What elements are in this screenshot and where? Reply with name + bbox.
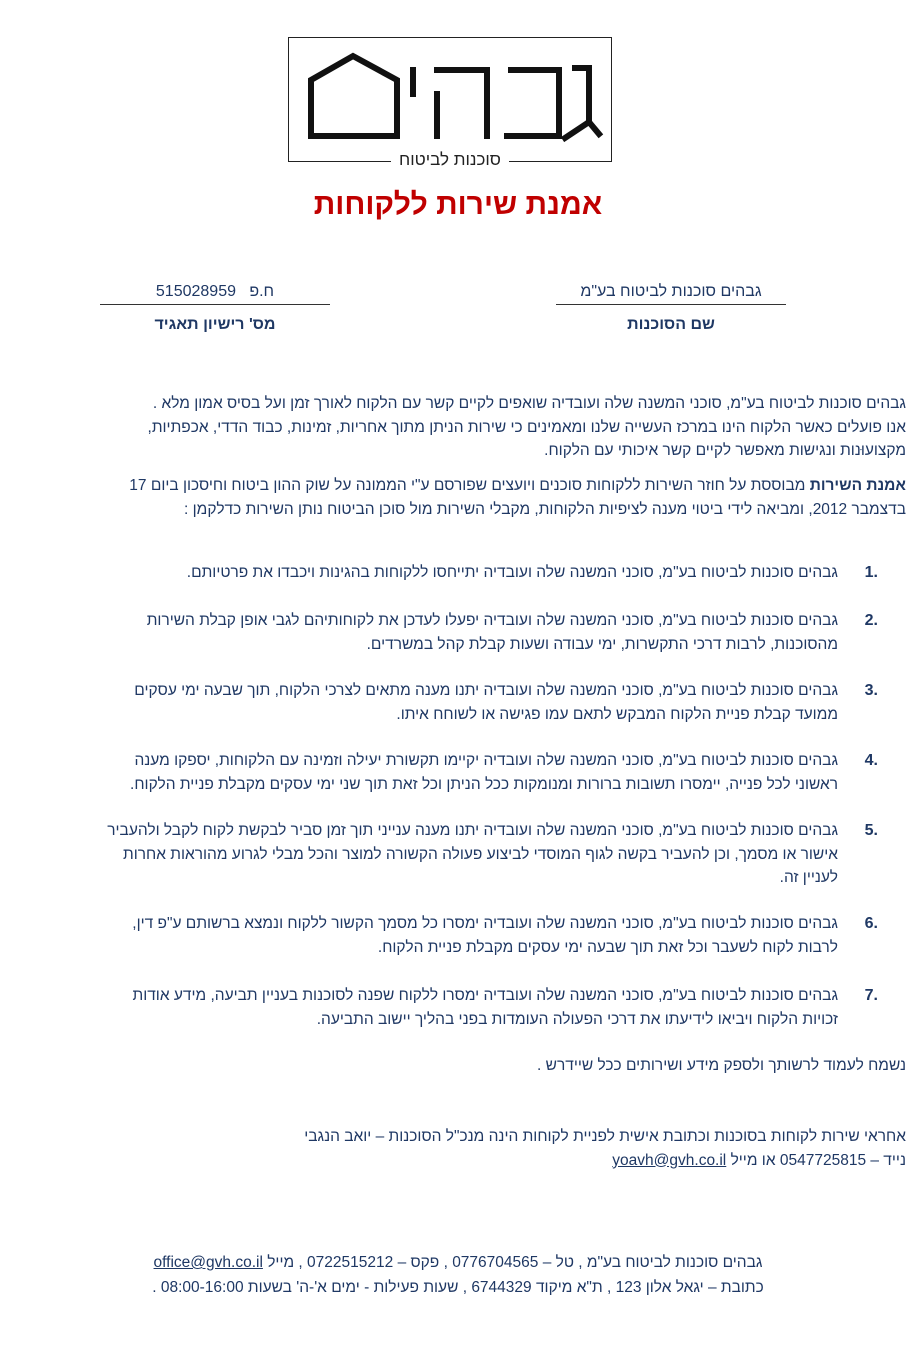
intro-line-3: מקצועוּנות ונגישות מאפשר לקיים קשר איכותי עם הלקוח. (544, 442, 906, 459)
company-id-prefix: ח.פ (249, 283, 275, 300)
charter-line-1-rest: מבוססת על חוזר השירות ללקוחות סוכנים ויועצים שפורסם ע"י הממונה על שוק ההון ביטוח וחיסכון ביום 17 (129, 477, 810, 494)
list-item-number: 6. (864, 915, 878, 932)
footer-email-link[interactable]: office@gvh.co.il (153, 1254, 263, 1271)
company-id-underline (100, 304, 330, 305)
list-item-number: 4. (864, 752, 878, 769)
list-item-line: לרבות לקוח לשעבר וכל זאת תוך שבעה ימי עסקים מקבלת פניית הלקוח. (377, 938, 838, 956)
list-item-text (8, 679, 838, 726)
list-item-line: לעניין זה. (779, 869, 838, 886)
agency-name-value: גבהים סוכנות לביטוח בע"מ (580, 283, 762, 300)
company-id-field (100, 283, 330, 301)
list-item-text (8, 561, 838, 585)
footer-line-1 (0, 1250, 916, 1275)
agency-name-underline (556, 304, 786, 305)
list-item-number: 3. (864, 682, 878, 699)
document-title: אמנת שירות ללקוחות (313, 188, 603, 221)
list-item-text (8, 749, 838, 796)
list-item-line: גבהים סוכנות לביטוח בע"מ, סוכני המשנה שלה ועובדיה ימסרו כל מסמך הקשור ללקוח ונמצא ברשותם ע"פ דין, (132, 915, 838, 932)
charter-bold-lead: אמנת השירות (809, 477, 906, 494)
list-item-line: גבהים סוכנות לביטוח בע"מ, סוכני המשנה שלה ועובדיה יתנו מענה ענייני תוך זמן סביר לבקשת לקוח לקבל ולהעביר (107, 822, 838, 839)
list-item-text (8, 912, 838, 959)
contact-line-2 (16, 1149, 906, 1173)
list-item-number: 7. (864, 987, 878, 1004)
list-item-line: גבהים סוכנות לביטוח בע"מ, סוכני המשנה שלה ועובדיה יתנו מענה מתאים לצרכי הלקוח, תוך שבעה ימי עסקים (134, 682, 838, 699)
list-item-line: מהסוכנות, לרבות דרכי התקשרות, ימי עבודה ושעות קבלת קהל במשרדים. (366, 635, 838, 653)
closing-line: נשמח לעמוד לרשותך ולספק מידע ושירותים ככל שיידרש . (537, 1057, 906, 1074)
list-item-line: ראשוני לכל פנייה, יימסרו תשובות ברורות ומנומקות ככל הניתן וכל זאת תוך שני ימי עסקים מקבלת פניית הלקוח. (130, 775, 838, 793)
intro-line-2: אנו פועלים כאשר הלקוח הינו במרכז העשייה שלנו ומאמינים כי שירות הניתן מתוך אחריות, זמינות, כבוד הדדי, אכפתיות, (147, 418, 906, 436)
list-item-line: גבהים סוכנות לביטוח בע"מ, סוכני המשנה שלה ועובדיה יפעלו לעדכן את לקוחותיהם לגבי אופן קבלת השירות (146, 612, 838, 629)
agency-name-label: שם הסוכנות (627, 316, 715, 333)
list-item-number: 1. (864, 564, 878, 581)
list-item-text (8, 984, 838, 1031)
charter-line-2: בדצמבר 2012, ומביאה לידי ביטוי מענה לציפיות הלקוחות, מקבלי השירות מול סוכן הביטוח נותן השירות כדלקמן : (184, 500, 906, 518)
intro-paragraph (16, 392, 906, 463)
intro-line-1: גבהים סוכנות לביטוח בע"מ, סוכני המשנה שלה ועובדיה שואפים לקיים קשר עם הלקוח לאורך זמן ועל בסיס אמון מלא . (152, 395, 906, 412)
contact-line-1: אחראי שירות לקוחות בסוכנות וכתובת אישית לפניית לקוחות הינה מנכ"ל הסוכנות – יואב הנגבי (304, 1128, 906, 1145)
footer (0, 1250, 916, 1300)
list-item-line: גבהים סוכנות לביטוח בע"מ, סוכני המשנה שלה ועובדיה יתייחסו ללקוחות בהגינות ויכבדו את פרטיותם. (186, 564, 838, 581)
charter-line-1 (16, 474, 906, 498)
list-item-line: גבהים סוכנות לביטוח בע"מ, סוכני המשנה שלה ועובדיה ימסרו ללקוח שפנה לסוכנות בעניין תביעה, מידע אודות (132, 987, 838, 1004)
list-item-line: אישור או מסמך, וכן להעביר בקשה לגוף המוסדי לביצוע פעולה הקשורה למוצר והכל מבלי לגרוע מהוראות אחרות (123, 845, 838, 863)
list-item-line: ממועד קבלת פניית הלקוח המבקש לתאם עמו פגישה או לשוחח איתו. (396, 705, 838, 723)
agency-logo (288, 37, 612, 169)
list-item-text (8, 819, 838, 890)
logo-subtitle: סוכנות לביטוח (391, 150, 509, 169)
license-label: מס' רישיון תאגיד (154, 316, 276, 333)
list-item-text (8, 609, 838, 656)
company-id-value: 515028959 (155, 283, 236, 300)
list-item-line: גבהים סוכנות לביטוח בע"מ, סוכני המשנה שלה ועובדיה יקיימו תקשורת יעילה וזמינה עם הלקוחות, יספקו מענה (134, 752, 838, 769)
contact-phone-text: נייד – 0547725815 או מייל (726, 1151, 906, 1169)
logo-graphic-house-letters (289, 38, 611, 161)
footer-line-2: כתובת – יגאל אלון 123 , ת"א מיקוד 6744329 , שעות פעילות - ימים א'-ה' בשעות 08:00-16:00 . (152, 1279, 764, 1296)
list-item-number: 5. (864, 822, 878, 839)
list-item-number: 2. (864, 612, 878, 629)
contact-email-link[interactable]: yoavh@gvh.co.il (612, 1151, 727, 1169)
charter-paragraph (16, 474, 906, 521)
contact-block (16, 1125, 906, 1172)
list-item-line: זכויות הלקוח ויביאו לידיעתו את דרכי הפעולה העומדות בפני בהליך יישוב התביעה. (316, 1010, 838, 1028)
footer-contact-text: גבהים סוכנות לביטוח בע"מ , טל – 0776704565 , פקס – 0722515212 , מייל (262, 1254, 763, 1271)
